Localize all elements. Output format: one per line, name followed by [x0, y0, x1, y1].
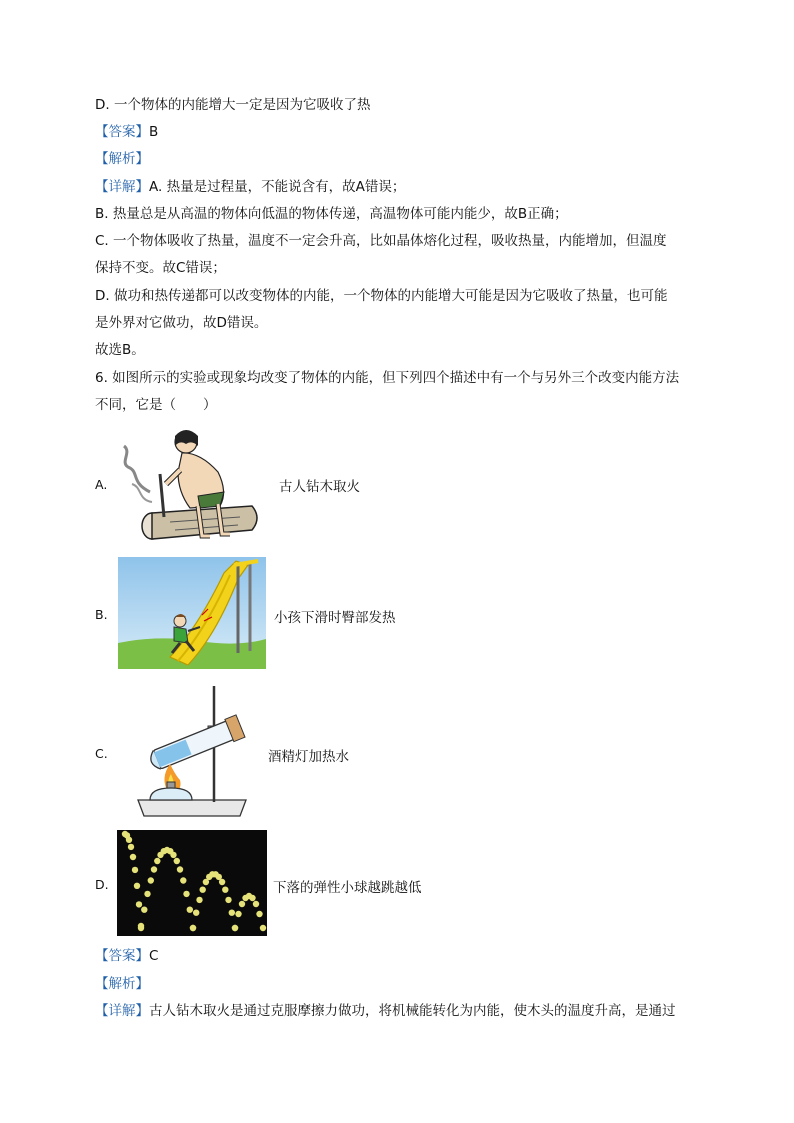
ball-image: [128, 844, 134, 850]
q6-analysis-label: 【解析】: [95, 976, 149, 992]
ball-image: [196, 897, 202, 903]
ball-image: [229, 910, 235, 916]
ball-image: [239, 901, 245, 907]
ball-image: [180, 877, 186, 883]
ball-image: [183, 891, 189, 897]
ball-image: [225, 897, 231, 903]
q6-detail: [95, 1001, 676, 1021]
detail-text: 古人钻木取火是通过克服摩擦力做功，将机械能转化为内能，使木头的温度升高，是通过: [149, 1003, 676, 1019]
ball-image: [190, 925, 196, 931]
ball-image: [256, 911, 262, 917]
fire-drill-illustration: [120, 422, 262, 544]
option-d-caption: 下落的弹性小球越跳越低: [273, 880, 422, 896]
answer-label: 【答案】: [95, 124, 149, 140]
ball-image: [130, 854, 136, 860]
bouncing-ball-illustration: [117, 830, 267, 936]
ball-image: [253, 901, 259, 907]
q5-option-d: D. 一个物体的内能增大一定是因为它吸收了热: [95, 97, 371, 113]
ball-image: [260, 925, 266, 931]
ball-image: [151, 866, 157, 872]
option-d-letter: D.: [95, 877, 109, 892]
q5-line-d1: D. 做功和热传递都可以改变物体的内能，一个物体的内能增大可能是因为它吸收了热量，也可能: [95, 288, 668, 304]
option-b-caption-text: 小孩下滑时臀部发热: [274, 610, 396, 626]
q6-stem-line1: 6. 如图所示的实验或现象均改变了物体的内能，但下列四个描述中有一个与另外三个改变内能方法: [95, 370, 680, 386]
q5-detail-a: [95, 177, 405, 197]
q5-line-d2: 是外界对它做功，故D错误。: [95, 315, 268, 331]
ball-image: [141, 907, 147, 913]
option-b-letter: B.: [95, 607, 108, 622]
ball-image: [219, 879, 225, 885]
answer-value: C: [149, 948, 159, 964]
option-c-letter: C.: [95, 746, 108, 761]
ball-image: [132, 867, 138, 873]
alcohol-lamp-illustration: [136, 684, 248, 820]
ball-image: [193, 910, 199, 916]
detail-label: 【详解】: [95, 179, 149, 195]
q6-stem-line2: 不同，它是（ ）: [95, 397, 217, 413]
answer-label: 【答案】: [95, 948, 149, 964]
ball-image: [154, 858, 160, 864]
ball-image: [235, 911, 241, 917]
ball-image: [144, 891, 150, 897]
ball-image: [148, 877, 154, 883]
detail-label: 【详解】: [95, 1003, 149, 1019]
slide-illustration: [118, 557, 266, 669]
q5-line-c1: C. 一个物体吸收了热量，温度不一定会升高，比如晶体熔化过程，吸收热量，内能增加，但温度: [95, 233, 667, 249]
q5-answer: [95, 122, 158, 142]
ball-image: [222, 887, 228, 893]
option-a-letter: A.: [95, 477, 108, 492]
ball-image: [177, 866, 183, 872]
q5-line-c2: 保持不变。故C错误；: [95, 260, 226, 276]
q5-conclusion: 故选B。: [95, 342, 145, 358]
ball-image: [232, 925, 238, 931]
ball-image: [134, 883, 140, 889]
ball-image: [170, 852, 176, 858]
detail-text: A. 热量是过程量，不能说含有，故A错误；: [149, 179, 406, 195]
ball-image: [136, 901, 142, 907]
ball-image: [126, 837, 132, 843]
option-a-caption: 古人钻木取火: [279, 479, 360, 495]
q6-answer: [95, 946, 158, 966]
ball-image: [138, 925, 144, 931]
ball-image: [187, 907, 193, 913]
ball-image: [249, 895, 255, 901]
ball-image: [174, 858, 180, 864]
option-c-caption: 酒精灯加热水: [268, 749, 349, 765]
answer-value: B: [149, 124, 159, 140]
q5-line-b: B. 热量总是从高温的物体向低温的物体传递，高温物体可能内能少，故B正确；: [95, 206, 568, 222]
ball-image: [200, 887, 206, 893]
q5-analysis-label: 【解析】: [95, 151, 149, 167]
